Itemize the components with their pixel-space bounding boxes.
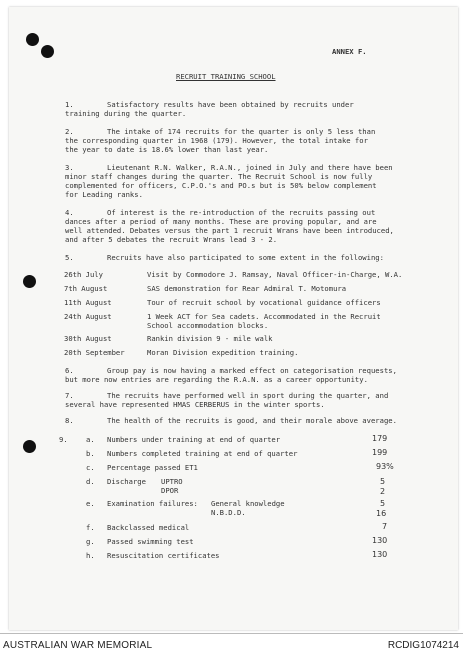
para-number: 3. <box>65 163 74 172</box>
para-number: 9. <box>59 435 68 444</box>
para-text: The health of the recruits is good, and their morale above average. <box>107 416 397 425</box>
event-description: Moran Division expedition training. <box>147 348 299 357</box>
para-text: for Leading ranks. <box>65 190 143 199</box>
stat-value: 16 <box>376 509 387 518</box>
stat-label: Percentage passed ET1 <box>107 463 198 472</box>
annex-label: ANNEX F. <box>332 47 367 56</box>
para-text: well attended. Debates versus the part 1 recruit Wrans have been introduced, <box>65 226 394 235</box>
para-text: but more now entries are regarding the R.A.N. as a career opportunity. <box>65 375 368 384</box>
para-number: 1. <box>65 100 74 109</box>
para-number: 8. <box>65 416 74 425</box>
para-text: dances after a period of many months. These are proving popular, and are <box>65 217 377 226</box>
para-text: The recruits have performed well in sport during the quarter, and <box>107 391 389 400</box>
event-description: Rankin division 9 - mile walk <box>147 334 273 343</box>
document-page <box>9 7 458 630</box>
stat-value: 93% <box>376 462 394 471</box>
stat-value: 199 <box>372 448 388 457</box>
event-description: SAS demonstration for Rear Admiral T. Motomura <box>147 284 347 293</box>
stat-sublabel: N.B.D.D. <box>211 508 246 517</box>
para-text: the corresponding quarter in 1968 (179). However, the total intake for <box>65 136 368 145</box>
para-text: complemented for officers, C.P.O.'s and PO.s but is 50% below complement <box>65 181 377 190</box>
para-text: Satisfactory results have been obtained by recruits under <box>107 100 354 109</box>
para-text: Recruits have also participated to some extent in the following: <box>107 253 384 262</box>
stat-sublabel: General knowledge <box>211 499 285 508</box>
stat-label: Backclassed medical <box>107 523 190 532</box>
stat-letter: e. <box>86 499 95 508</box>
stat-letter: a. <box>86 435 95 444</box>
para-text: and after 5 debates the recruit Wrans lead 3 - 2. <box>65 235 278 244</box>
stat-label: Passed swimming test <box>107 537 194 546</box>
event-description: 1 Week ACT for Sea cadets. Accommodated in the Recruit <box>147 312 381 321</box>
para-text: The intake of 174 recruits for the quarter is only 5 less than <box>107 127 376 136</box>
stat-label: Resuscitation certificates <box>107 551 220 560</box>
stat-value: 5 <box>380 477 386 486</box>
event-date: 20th September <box>64 348 125 357</box>
stat-letter: h. <box>86 551 95 560</box>
punch-hole <box>23 275 36 288</box>
para-number: 7. <box>65 391 74 400</box>
archive-name: AUSTRALIAN WAR MEMORIAL <box>3 640 153 651</box>
para-text: minor staff changes during the quarter. The Recruit School is now fully <box>65 172 373 181</box>
stat-letter: d. <box>86 477 95 486</box>
punch-hole <box>26 33 39 46</box>
para-text: Group pay is now having a marked effect on categorisation requests, <box>107 366 397 375</box>
para-text: training during the quarter. <box>65 109 187 118</box>
stat-letter: f. <box>86 523 95 532</box>
stat-value: 130 <box>372 536 388 545</box>
stat-value: 7 <box>382 522 388 531</box>
stat-label: Numbers completed training at end of quarter <box>107 449 298 458</box>
stat-value: 179 <box>372 434 388 443</box>
punch-hole <box>41 45 54 58</box>
event-date: 30th August <box>64 334 112 343</box>
punch-hole <box>23 440 36 453</box>
stat-value: 5 <box>380 499 386 508</box>
para-number: 4. <box>65 208 74 217</box>
para-number: 2. <box>65 127 74 136</box>
para-text: several have represented HMAS CERBERUS in the winter sports. <box>65 400 325 409</box>
document-title: RECRUIT TRAINING SCHOOL <box>176 72 276 81</box>
stat-sublabel: DPOR <box>161 486 179 495</box>
stat-label: Discharge <box>107 477 146 486</box>
para-number: 5. <box>65 253 74 262</box>
event-description: Visit by Commodore J. Ramsay, Naval Officer-in-Charge, W.A. <box>147 270 403 279</box>
para-text: the year to date is 18.6% lower than last year. <box>65 145 269 154</box>
para-text: Lieutenant R.N. Walker, R.A.N., joined in July and there have been <box>107 163 393 172</box>
record-id: RCDIG1074214 <box>387 640 459 651</box>
event-description: Tour of recruit school by vocational guidance officers <box>147 298 381 307</box>
stat-sublabel: UPTRO <box>161 477 183 486</box>
archive-footer <box>0 633 463 654</box>
stat-value: 130 <box>372 550 388 559</box>
event-date: 24th August <box>64 312 112 321</box>
para-number: 6. <box>65 366 74 375</box>
event-date: 11th August <box>64 298 112 307</box>
stat-label: Examination failures: <box>107 499 198 508</box>
stat-letter: c. <box>86 463 95 472</box>
event-description-continued: School accommodation blocks. <box>147 321 269 330</box>
stat-letter: b. <box>86 449 95 458</box>
stat-letter: g. <box>86 537 95 546</box>
stat-value: 2 <box>380 487 386 496</box>
stat-label: Numbers under training at end of quarter <box>107 435 281 444</box>
event-date: 26th July <box>64 270 103 279</box>
event-date: 7th August <box>64 284 108 293</box>
para-text: Of interest is the re-introduction of the recruits passing out <box>107 208 376 217</box>
